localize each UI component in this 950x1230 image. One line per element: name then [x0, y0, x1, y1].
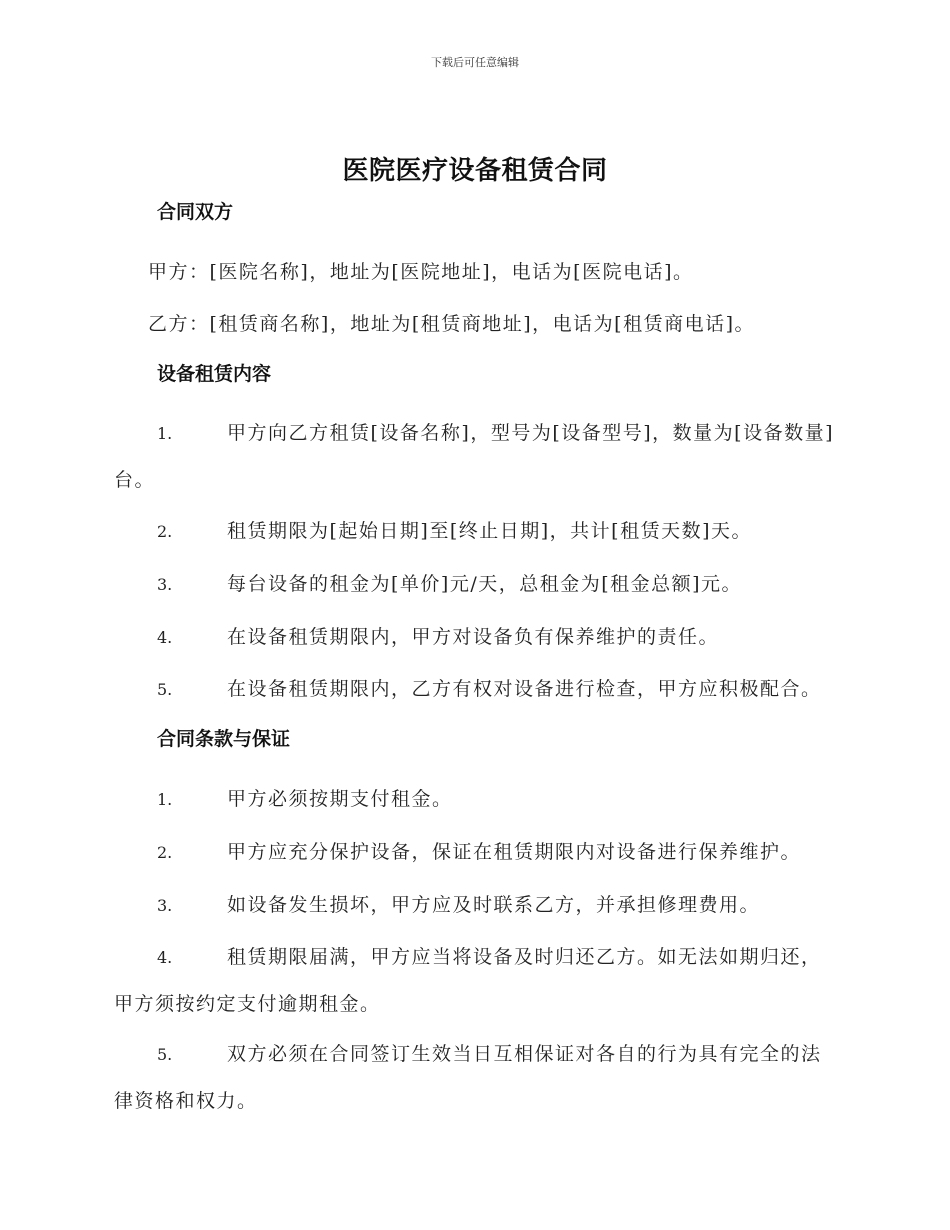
list-item-number: 4. [157, 628, 173, 647]
list-item [114, 775, 834, 824]
list-item [114, 1031, 834, 1124]
list-item-number: 5. [157, 680, 173, 699]
party-b-paragraph: 乙方：[租赁商名称]，地址为[租赁商地址]，电话为[租赁商电话]。 [148, 313, 755, 335]
list-item-number: 2. [157, 522, 173, 541]
list-item-number: 1. [157, 424, 173, 443]
list-item-number: 5. [157, 1045, 173, 1064]
list-item-text: 在设备租赁期限内，甲方对设备负有保养维护的责任。 [227, 626, 720, 648]
section-heading-rental-content: 设备租赁内容 [157, 363, 272, 385]
list-item-text: 双方必须在合同签订生效当日互相保证对各自的行为具有完全的法律资格和权力。 [114, 1043, 822, 1112]
list-item-number: 2. [157, 843, 173, 862]
list-item-text: 甲方必须按期支付租金。 [227, 788, 453, 810]
list-item-text: 如设备发生损坏，甲方应及时联系乙方，并承担修理费用。 [227, 894, 761, 916]
list-item-text: 甲方向乙方租赁[设备名称]，型号为[设备型号]，数量为[设备数量]台。 [114, 422, 834, 491]
list-item-text: 租赁期限为[起始日期]至[终止日期]，共计[租赁天数]天。 [227, 520, 752, 542]
header-note: 下载后可任意编辑 [431, 56, 519, 69]
list-item [114, 613, 834, 662]
list-item [114, 828, 834, 877]
list-item [114, 934, 834, 1027]
list-item-number: 1. [157, 790, 173, 809]
section-heading-parties: 合同双方 [157, 201, 234, 223]
list-item [114, 666, 834, 713]
party-a-paragraph: 甲方：[医院名称]，地址为[医院地址]，电话为[医院电话]。 [148, 261, 694, 283]
list-item [114, 410, 834, 503]
list-item-number: 4. [157, 948, 173, 967]
list-item-text: 每台设备的租金为[单价]元/天，总租金为[租金总额]元。 [227, 573, 743, 595]
list-item-text: 在设备租赁期限内，乙方有权对设备进行检查，甲方应积极配合。 [227, 678, 822, 700]
section-heading-terms: 合同条款与保证 [157, 728, 291, 750]
list-item-number: 3. [157, 896, 173, 915]
list-item-text: 租赁期限届满，甲方应当将设备及时归还乙方。如无法如期归还，甲方须按约定支付逾期租金。 [114, 946, 822, 1015]
document-title: 医院医疗设备租赁合同 [342, 156, 608, 186]
list-item-number: 3. [157, 575, 173, 594]
list-item [114, 560, 834, 609]
list-item-text: 甲方应充分保护设备，保证在租赁期限内对设备进行保养维护。 [227, 841, 802, 863]
document-body [114, 196, 834, 1128]
list-item [114, 507, 834, 556]
list-item [114, 881, 834, 930]
